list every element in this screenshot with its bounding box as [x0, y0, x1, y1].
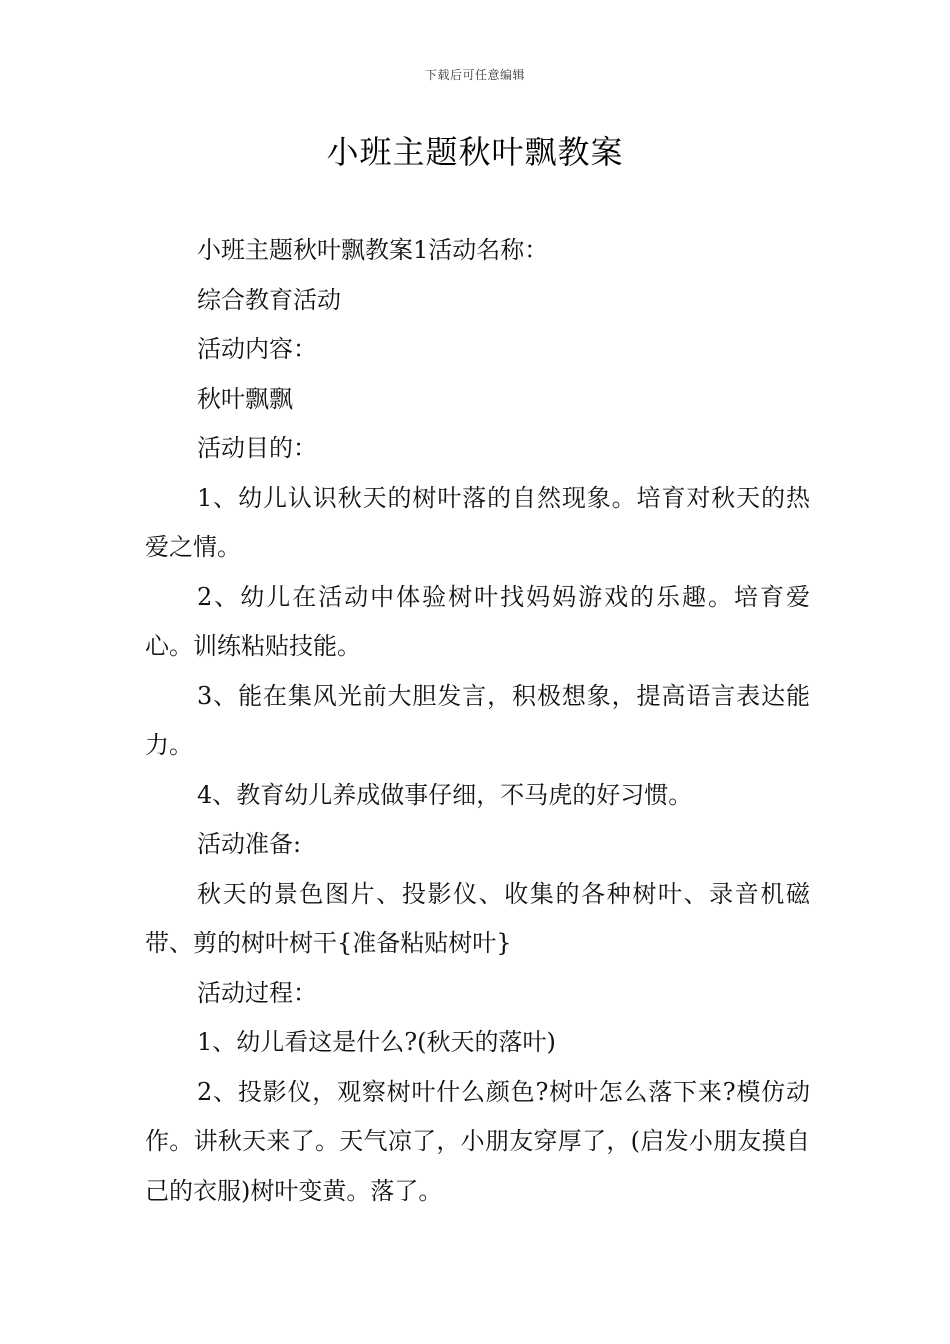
paragraph-preparation-label: 活动准备:	[197, 830, 302, 858]
paragraph-activity-name-label: 小班主题秋叶飘教案1活动名称：	[197, 236, 549, 264]
paragraph-process-label: 活动过程：	[197, 978, 317, 1007]
paragraph-process-1: 1、幼儿看这是什么?(秋天的落叶)	[197, 1028, 556, 1056]
paragraph-activity-goal-label: 活动目的：	[197, 434, 317, 462]
paragraph-activity-content-label: 活动内容：	[197, 335, 317, 363]
paragraph-goal-3: 3、能在集风光前大胆发言，积极想象，提高语言表达能力。	[145, 681, 810, 759]
paragraph-activity-name: 综合教育活动	[197, 285, 341, 314]
paragraph-goal-2: 2、幼儿在活动中体验树叶找妈妈游戏的乐趣。培育爱心。训练粘贴技能。	[145, 582, 810, 660]
header-note: 下载后可任意编辑	[424, 68, 525, 82]
paragraph-preparation: 秋天的景色图片、投影仪、收集的各种树叶、录音机磁带、剪的树叶树干{准备粘贴树叶}	[145, 879, 810, 957]
paragraph-goal-1: 1、幼儿认识秋天的树叶落的自然现象。培育对秋天的热爱之情。	[145, 483, 810, 561]
document-body	[145, 226, 810, 1216]
document-title: 小班主题秋叶飘教案	[326, 133, 624, 171]
paragraph-activity-content: 秋叶飘飘	[197, 384, 293, 413]
paragraph-process-2: 2、投影仪，观察树叶什么颜色?树叶怎么落下来?模仿动作。讲秋天来了。天气凉了，小朋友穿厚了，(启发小朋友摸自己的衣服)树叶变黄。落了。	[145, 1077, 810, 1205]
paragraph-goal-4: 4、教育幼儿养成做事仔细，不马虎的好习惯。	[197, 780, 693, 809]
